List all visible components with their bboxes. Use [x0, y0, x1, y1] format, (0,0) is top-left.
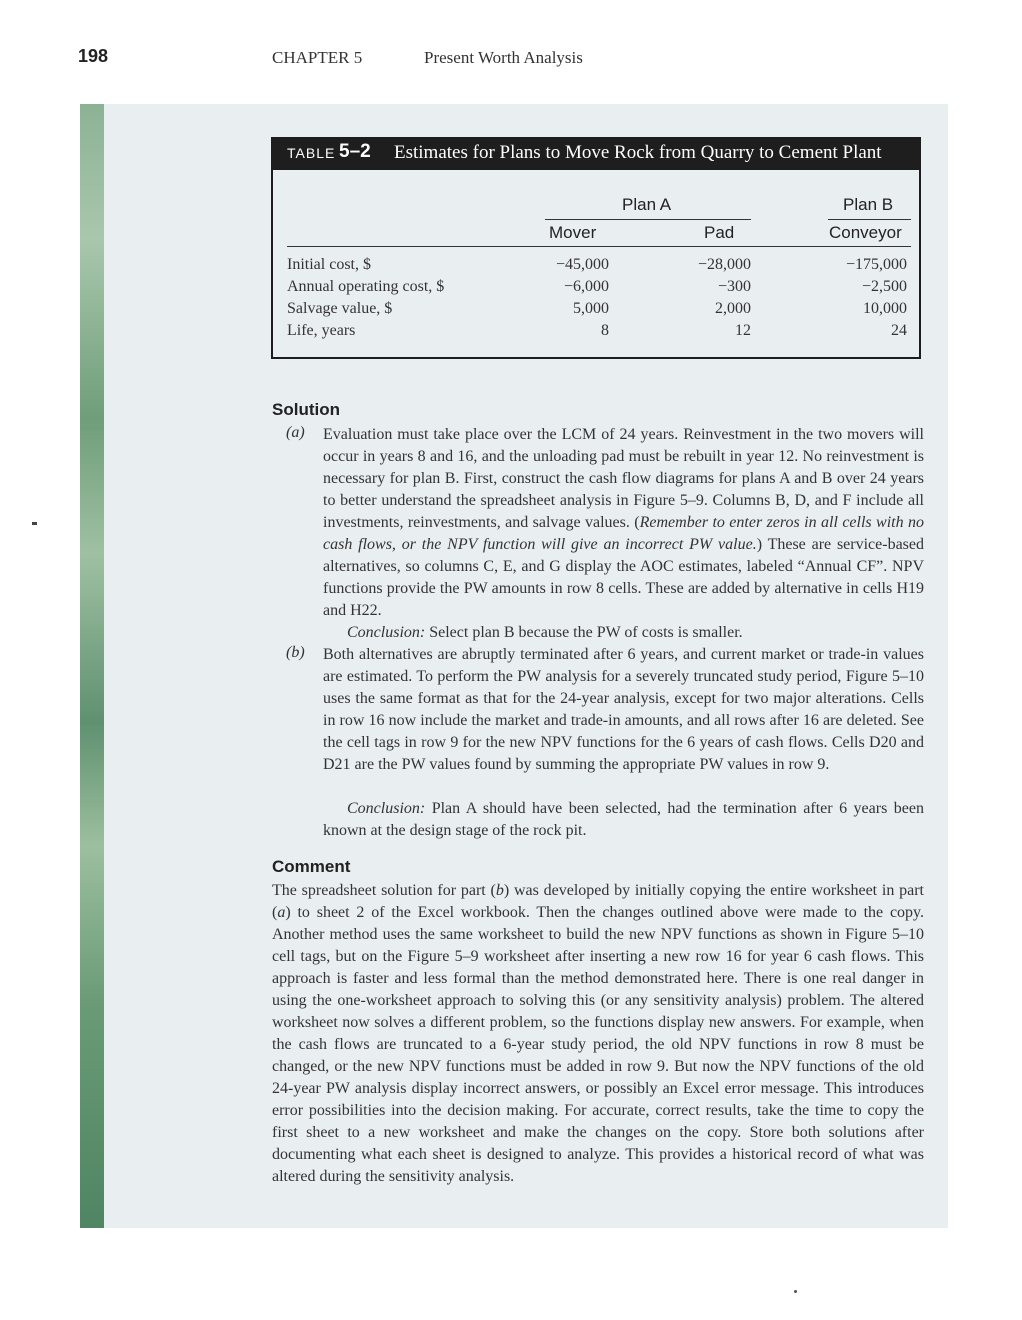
comment-paragraph — [272, 880, 924, 1188]
comment-text-3: ) to sheet 2 of the Excel workbook. Then the changes outlined above were made to the copy. Another method uses the same worksheet to build the new NPV functions as shown in Figure 5–10 cell tags, but on the Figure 5–9 worksheet after inserting a new row 16 for year 6 cash flows. This approach is faster and less formal than the method demonstrated here. There is one real danger in using the one-worksheet approach to solving this (or any sensitivity analysis) problem. The altered worksheet now solves a different problem, so the functions display new answers. For example, when the cash flows are truncated to a 6-year study period, the old NPV functions in row 8 must be changed, or the new NPV functions must be added in row 9. But now the NPV functions of the old 24-year PW analysis display incorrect answers, or possibly an Excel error message. This introduces error possibilities into the decision making. For accurate, correct results, take the time to copy the first sheet to a new worksheet and make the changes on the copy. Store both solutions after documenting what each sheet is designed to analyze. This provides a historical record of what was altered during the sensitivity analysis. — [272, 904, 924, 1185]
cell-pad-salvage: 2,000 — [715, 300, 751, 317]
comment-text-1: The spreadsheet solution for part ( — [272, 882, 496, 899]
plan-a-rule — [545, 219, 751, 220]
header-rule — [287, 246, 911, 247]
table-number: 5–2 — [339, 141, 371, 162]
table-title: Estimates for Plans to Move Rock from Quarry to Cement Plant — [394, 142, 882, 163]
part-a-paragraph — [323, 424, 924, 622]
page-number: 198 — [78, 46, 109, 66]
group-header-plan-b: Plan B — [843, 195, 894, 214]
cell-mover-salvage: 5,000 — [573, 300, 609, 317]
running-header — [0, 44, 1022, 74]
col-header-pad: Pad — [704, 223, 735, 242]
group-header-plan-a: Plan A — [622, 195, 672, 214]
comment-text-2: ) was developed by initially copying the entire worksheet in part ( — [272, 882, 924, 921]
cell-mover-life: 8 — [601, 322, 609, 339]
part-a-text-2: ) These are service-based alternatives, so columns C, E, and G display the AOC estimates, labeled “Annual CF”. NPV functions provide the PW amounts in row 8 cells. These are added by alternative in cells H19 and H22. — [323, 536, 925, 619]
part-b-marker: (b) — [286, 644, 305, 661]
part-a-conclusion-label: Conclusion: — [347, 624, 426, 641]
col-header-mover: Mover — [549, 223, 597, 242]
row-label-initial-cost: Initial cost, $ — [287, 256, 371, 273]
row-label-annual-cost: Annual operating cost, $ — [287, 278, 445, 295]
cell-mover-annual: −6,000 — [563, 278, 609, 295]
cell-pad-annual: −300 — [717, 278, 751, 295]
cell-conveyor-annual: −2,500 — [861, 278, 907, 295]
part-a-italic-note: Remember to enter zeros in all cells with no cash flows, or the NPV function will give an incorrect PW value. — [323, 514, 925, 553]
part-a-conclusion — [347, 622, 924, 644]
section-title: Present Worth Analysis — [424, 48, 583, 67]
part-b-paragraph: Both alternatives are abruptly terminated after 6 years, and current market or trade-in values are estimated. To perform the PW analysis for a severely truncated study period, Figure 5–10 uses the same format as that for the 24-year analysis, except for two major alterations. Cells in row 16 now include the market and trade-in amounts, and all rows after 16 are deleted. See the cell tags in row 9 for the new NPV functions for the 6 years of cash flows. Cells D20 and D21 are the PW values found by summing the appropriate PW values in row 9. — [323, 646, 924, 773]
margin-mark — [32, 522, 37, 525]
col-header-conveyor: Conveyor — [829, 223, 902, 242]
table-label: TABLE — [287, 145, 336, 161]
part-b-conclusion-label: Conclusion: — [347, 800, 426, 817]
chapter-label: CHAPTER 5 — [272, 48, 363, 67]
solution-heading: Solution — [272, 400, 340, 419]
comment-part-b-ref: b — [495, 882, 504, 899]
cell-conveyor-initial: −175,000 — [845, 256, 907, 273]
part-a-conclusion-text: Select plan B because the PW of costs is smaller. — [425, 624, 743, 641]
cell-conveyor-life: 24 — [891, 322, 907, 339]
part-b-conclusion — [323, 798, 924, 842]
plan-b-rule — [828, 219, 911, 220]
decorative-side-strip — [80, 104, 104, 1228]
table-title-bar — [273, 139, 919, 170]
part-a-text-1: Evaluation must take place over the LCM of 24 years. Reinvestment in the two movers will occur in years 8 and 16, and the unloading pad must be rebuilt in year 12. No reinvestment is necessary for plan B. First, construct the cash flow diagrams for plans A and B over 24 years to better understand the spreadsheet analysis in Figure 5–9. Columns B, D, and F include all investments, reinvestments, and salvage values. ( — [323, 426, 924, 531]
cell-mover-initial: −45,000 — [555, 256, 609, 273]
part-a-marker: (a) — [286, 424, 305, 441]
cell-pad-initial: −28,000 — [697, 256, 751, 273]
cell-pad-life: 12 — [735, 322, 751, 339]
row-label-salvage: Salvage value, $ — [287, 300, 393, 317]
row-label-life: Life, years — [287, 322, 356, 339]
part-b-conclusion-text: Plan A should have been selected, had the termination after 6 years been known at the design stage of the rock pit. — [323, 800, 924, 839]
cell-conveyor-salvage: 10,000 — [863, 300, 907, 317]
comment-part-a-ref: a — [277, 904, 286, 921]
comment-heading: Comment — [272, 857, 351, 876]
scan-speck — [794, 1290, 797, 1293]
estimates-table — [271, 137, 921, 359]
